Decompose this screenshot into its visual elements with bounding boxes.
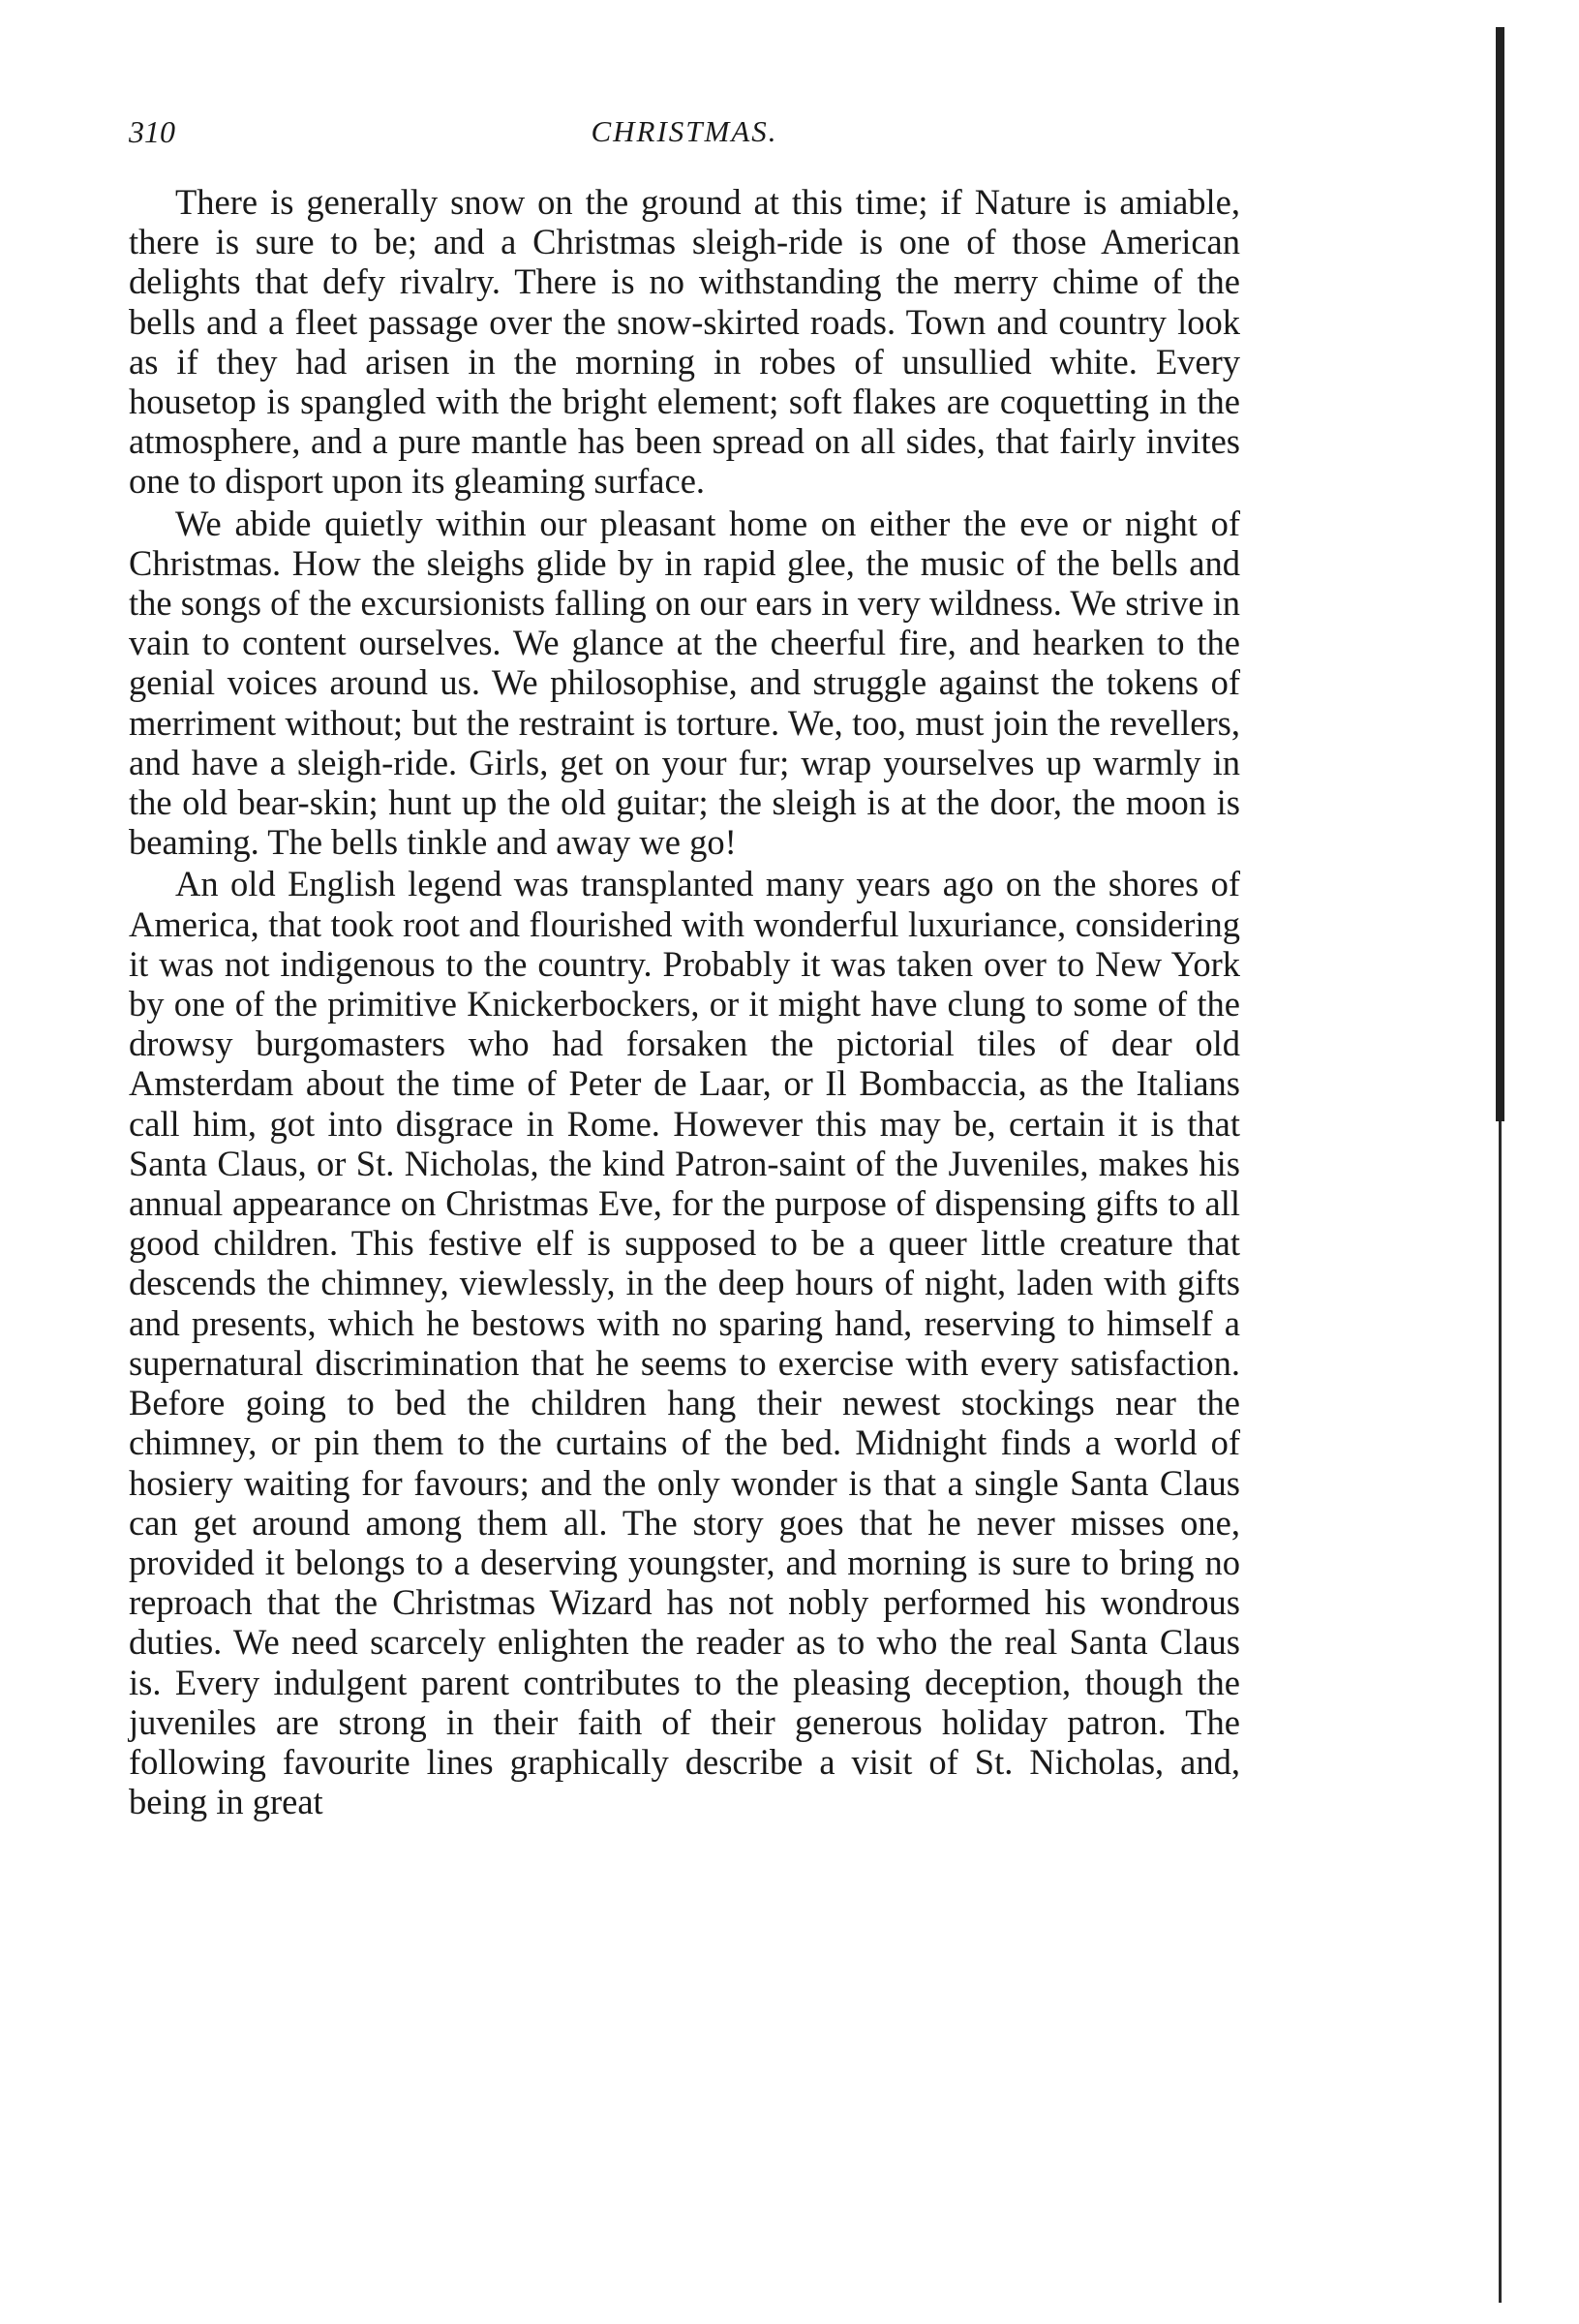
page-header	[129, 114, 1240, 165]
page-binding-edge-lower	[1499, 1121, 1502, 2303]
body-text	[129, 182, 1240, 1821]
paragraph-sleigh-ride: There is generally snow on the ground at this time; if Nature is amiable, there is sure to be; and a Christmas sleigh-ride is one of those American delights that defy rivalry. There is no withstanding the merry chime of the bells and a fleet passage over the snow-skirted roads. Town and country look as if they had arisen in the morning in robes of unsullied white. Every housetop is spangled with the bright element; soft flakes are coquetting in the atmosphere, and a pure mantle has been spread on all sides, that fairly invites one to disport upon its gleaming surface.	[129, 182, 1240, 502]
running-title: CHRISTMAS.	[591, 114, 778, 148]
page-number: 310	[129, 114, 175, 149]
paragraph-santa-claus: An old English legend was transplanted many years ago on the shores of America, that took root and flourished with wonderful luxuriance, considering it was not indigenous to the country. Probably it was taken over to New York by one of the primitive Knickerbockers, or it might have clung to some of the drowsy burgomasters who had forsaken the pictorial tiles of dear old Amsterdam about the time of Peter de Laar, or Il Bombaccia, as the Italians call him, got into disgrace in Rome. However this may be, certain it is that Santa Claus, or St. Nicholas, the kind Patron-saint of the Juveniles, makes his annual appearance on Christmas Eve, for the purpose of dispensing gifts to all good children. This festive elf is supposed to be a queer little creature that descends the chimney, viewlessly, in the deep hours of night, laden with gifts and presents, which he bestows with no sparing hand, reserving to himself a supernatural discrimination that he seems to exercise with every satisfaction. Before going to bed the children hang their newest stockings near the chimney, or pin them to the curtains of the bed. Midnight finds a world of hosiery waiting for favours; and the only wonder is that a single Santa Claus can get around among them all. The story goes that he never misses one, provided it belongs to a deserving youngster, and morning is sure to bring no reproach that the Christmas Wizard has not nobly performed his wondrous duties. We need scarcely enlighten the reader as to who the real Santa Claus is. Every indulgent parent contributes to the pleasing deception, though the juveniles are strong in their faith of their generous holiday patron. The following favourite lines graphically describe a visit of St. Nicholas, and, being in great	[129, 864, 1240, 1822]
page-binding-edge	[1496, 27, 1504, 1121]
paragraph-christmas-eve: We abide quietly within our pleasant home on either the eve or night of Christmas. How the sleighs glide by in rapid glee, the music of the bells and the songs of the excursionists falling on our ears in very wildness. We strive in vain to content ourselves. We glance at the cheerful fire, and hearken to the genial voices around us. We philosophise, and struggle against the tokens of merriment without; but the restraint is torture. We, too, must join the revellers, and have a sleigh-ride. Girls, get on your fur; wrap yourselves up warmly in the old bear-skin; hunt up the old guitar; the sleigh is at the door, the moon is beaming. The bells tinkle and away we go!	[129, 503, 1240, 863]
book-page	[129, 114, 1240, 1823]
